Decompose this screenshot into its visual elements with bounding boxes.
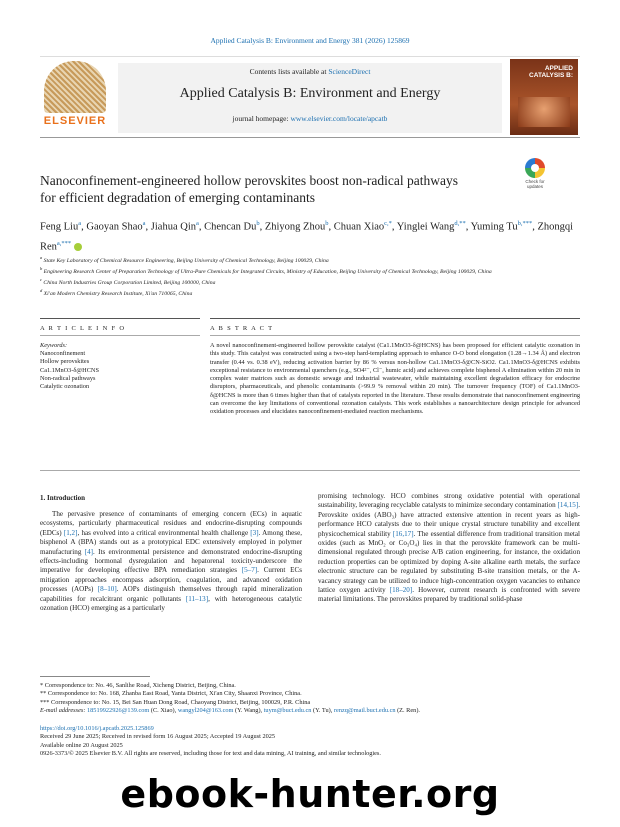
body-text: . Perovskite oxides (ABO₃) have attracted extensive attention in recent years as high-performance HCO catalysts due to their unique crystal structure tunability and excellent physicochemical stability (318, 501, 580, 538)
author-name[interactable]: Yinglei Wang (396, 221, 455, 233)
keywords-block (40, 342, 200, 391)
journal-masthead (118, 63, 502, 133)
author-affiliation-mark[interactable]: a (142, 220, 146, 227)
body-column-left (40, 510, 302, 613)
author-affiliation-mark[interactable]: b (325, 220, 329, 227)
affiliation-mark: c (40, 276, 42, 282)
sciencedirect-link[interactable]: ScienceDirect (328, 67, 371, 76)
author-name[interactable]: Chuan Xiao (333, 221, 385, 233)
cover-image (518, 97, 570, 127)
keyword: Catalytic ozonation (40, 383, 90, 391)
body-text: . Among these, bisphenol A (BPA) stands out as a prototypical EDC extensively employed in polymer manufacturing (40, 528, 302, 556)
email-addresses (40, 707, 580, 715)
author-affiliation-mark[interactable]: b (256, 220, 260, 227)
affiliation-list (40, 254, 580, 298)
affiliation-text: China North Industries Group Corporation Limited, Beijing 100000, China (42, 279, 216, 286)
divider (40, 335, 200, 336)
divider (210, 318, 580, 319)
author-affiliation-mark[interactable]: a (78, 220, 82, 227)
footnote-divider (40, 676, 150, 677)
correspondence-note: * Correspondence to: No. 46, Sanlihe Road, Xicheng District, Beijing, China. (40, 682, 236, 689)
author-name[interactable]: Zhongqi Ren (40, 221, 574, 252)
homepage-prefix: journal homepage: (232, 114, 291, 123)
keywords-heading: Keywords: (40, 342, 68, 349)
orcid-icon[interactable] (74, 243, 82, 251)
citation-link[interactable]: [16,17] (392, 529, 414, 538)
keyword: Ca1.1MnO3-δ@HCNS (40, 366, 99, 374)
body-text: , has evolved into a critical environmental health challenge (77, 528, 251, 537)
body-text: promising technology. HCO combines strong oxidative potential with operational sustainability, leveraging recyclable catalysts to minimize secondary contamination (318, 492, 580, 510)
body-text: . The essential difference from traditional transition metal oxides (such as MnO₂ or Co₃O₄) lies in that the perovskite framework can be multi-dimensional regulated through precise A/B cation engineering, for instance, the oxidation reduction properties can be optimized by doping A-site alkaline earth metals, the surface electronic structure can be regulated by substituting B-site transition metals, or the A-vacancy strategy can be utilized to induce high-concentration oxygen vacancies to enhance lattice oxygen activity (318, 529, 580, 595)
affiliation-mark: d (40, 287, 43, 293)
publication-info (40, 725, 580, 759)
check-for-updates-button[interactable] (522, 158, 548, 190)
article-info-heading: A R T I C L E I N F O (40, 325, 126, 332)
email-owner: (C. Xiao), (149, 707, 178, 715)
keyword: Non-radical pathways (40, 374, 96, 382)
body-text: . However, current research is confronted with severe material limitations. The perovskites prepared by traditional solid-phase (318, 586, 580, 604)
email-link[interactable]: tuym@buct.edu.cn (263, 707, 312, 715)
citation-link[interactable]: [14,15] (557, 501, 579, 510)
author-affiliation-mark[interactable]: a,*** (56, 239, 72, 247)
keywords-list (40, 350, 200, 391)
received-dates: Received 29 June 2025; Received in revised form 16 August 2025; Accepted 19 August 2025 (40, 733, 276, 741)
body-text: The pervasive presence of contaminants of emerging concern (ECs) in aquatic ecosystems, particularly pharmaceutical residues and endocrine-disrupting compounds (EDCs) (40, 510, 302, 537)
contents-line (118, 67, 502, 76)
affiliation-text: State Key Laboratory of Chemical Resource Engineering, Beijing University of Chemical Technology, Beijing 100029, China (42, 257, 329, 264)
affiliation (40, 276, 580, 287)
contents-prefix: Contents lists available at (249, 67, 329, 76)
affiliation-mark: a (40, 255, 43, 260)
publisher-logo-text: ELSEVIER (43, 115, 107, 127)
affiliation-text: Xi'an Modern Chemistry Research Institute, Xi'an 710065, China (42, 290, 193, 297)
affiliation (40, 254, 580, 265)
body-column-right (318, 492, 580, 605)
correspondence-note: ** Correspondence to: No. 168, Zhanba East Road, Yanta District, Xi'an City, Shaanxi Province, China. (40, 690, 302, 698)
abstract-text: A novel nanoconfinement-engineered hollow perovskite catalyst (Ca1.1MnO3-δ@HCNS) has been proposed for efficient catalytic ozonation in this study. This catalyst was constructed using a two-step hard-templating approach to enhance O-O bond elongation (1.28→1.34 Å) and electron transfer (0.44 vs. 0.38 eV), reducing activation barrier by 86 % versus non-hollow Ca1.1MnO3-δ@CN-SiO2. Ca1.1MnO3-δ@HCNS exhibits exceptional resistance to environmental quenchers (e.g., SO4²⁻, Cl⁻, humic acid) and achieves complete bisphenol A elimination within 20 min in complex water matrices such as domestic sewage and industrial wastewater, while maintaining excellent degradation efficacy for endocrine disruptors, pharmaceuticals, and phenolic contaminants (>99.9 % removal within 20 min). The turnover frequency (TOF) of Ca1.1MnO3-δ@HCNS is more than 6 times higher than that of catalysts reported in the literature. These results demonstrate that nanoconfinement engineering can overcome the key limitations of conventional ozonation catalysts. This work establishes a nanoarchitecture design principle for advanced oxidation processes and elucidates nanoconfinement-mediated reaction mechanisms. (210, 342, 580, 416)
divider (210, 335, 580, 336)
author-name[interactable]: Feng Liu (40, 221, 79, 233)
author-affiliation-mark[interactable]: a (195, 220, 199, 227)
email-owner: (Y. Wang), (233, 707, 264, 715)
elsevier-tree-icon (44, 61, 106, 113)
journal-title: Applied Catalysis B: Environment and Energy (179, 86, 441, 101)
citation-link[interactable]: [18–20] (389, 586, 413, 595)
author-name[interactable]: Zhiyong Zhou (264, 221, 326, 233)
correspondence-note: *** Correspondence to: No. 15, Bei San Huan Dong Road, Chaoyang District, Beijing, 100029, P.R. China (40, 698, 311, 706)
watermark: ebook-hunter.org (120, 772, 500, 816)
copyright: 0926-3373/© 2025 Elsevier B.V. All rights are reserved, including those for text and data mining, AI training, and similar technologies. (40, 750, 381, 758)
homepage-line (118, 114, 502, 123)
author-name[interactable]: Chencan Du (204, 221, 257, 233)
citation-link[interactable]: [1,2] (63, 528, 78, 537)
journal-reference[interactable]: Applied Catalysis B: Environment and Energy 381 (2026) 125869 (210, 36, 410, 45)
author-name[interactable]: Jiahua Qin (150, 221, 196, 233)
citation-link[interactable]: [8–10] (97, 585, 117, 594)
available-date: Available online 20 August 2025 (40, 741, 123, 749)
email-link[interactable]: 18519922926@139.com (87, 707, 150, 715)
keyword: Nanoconfinement (40, 350, 86, 358)
footnotes (40, 682, 580, 716)
check-updates-label: Check for updates (525, 179, 545, 189)
article-title: Nanoconfinement-engineered hollow perovskites boost non-radical pathways for efficient degradation of emerging contaminants (40, 173, 458, 205)
email-owner: (Y. Tu), (311, 707, 334, 715)
divider (40, 470, 580, 471)
keyword: Hollow perovskites (40, 358, 90, 366)
author-name[interactable]: Gaoyan Shao (86, 221, 143, 233)
affiliation-mark: b (40, 265, 43, 271)
citation-link[interactable]: [5–7] (241, 566, 258, 575)
abstract-heading: A B S T R A C T (210, 325, 274, 332)
email-link[interactable]: renzq@mail.buct.edu.cn (333, 707, 396, 715)
author-list: Feng Liu$^a$, Gaoyan Shao$^a$, Jiahua Qin$^a$, Chencan Du$^b$, Zhiyong Zhou$^b$, Chuan Xiao$^{c,*}$, Yinglei Wang$^{d,**}$, Yuming $Tu^{b,***}$, Zhongqi Ren$^{a,***}$ (40, 220, 574, 252)
affiliation-text: Engineering Research Center of Preparation Technology of Ultra-Pure Chemicals for Integrated Circuits, Ministry of Education, Beijing University of Chemical Technology, Beijing 100029, China (42, 268, 492, 275)
body-text: , with heterogeneous catalytic ozonation (HCO) emerging as a particularly (40, 594, 302, 613)
doi-link[interactable]: https://doi.org/10.1016/j.apcatb.2025.125869 (40, 725, 154, 732)
check-updates-icon (525, 158, 545, 178)
email-label: E-mail addresses: (40, 707, 87, 715)
cover-title: APPLIED CATALYSIS B: (529, 65, 573, 79)
journal-cover[interactable] (510, 59, 578, 135)
divider (40, 318, 200, 319)
email-owner: (Z. Ren). (395, 707, 420, 715)
citation-link[interactable]: [4] (84, 547, 93, 556)
email-link[interactable]: wangyl204@163.com (177, 707, 234, 715)
citation-link[interactable]: [3] (250, 528, 259, 537)
author-name[interactable]: Yuming Tu (470, 221, 518, 233)
citation-link[interactable]: [11–13] (185, 594, 209, 603)
author-affiliation-mark[interactable]: d,** (454, 220, 466, 227)
elsevier-logo (40, 61, 110, 133)
author-affiliation-mark[interactable]: b,*** (517, 220, 533, 227)
journal-header (40, 56, 580, 138)
body-text: . Its environmental persistence and demonstrated endocrine-disrupting effects-including hormonal dysregulation and hepatorenal toxicity-underscore the imperative for developing effective BPA remediation strategies (40, 547, 302, 575)
body-text: . Current ECs mitigation approaches encompass adsorption, coagulation, and advanced oxidation processes (AOPs) (40, 566, 302, 594)
affiliation (40, 265, 580, 276)
author-affiliation-mark[interactable]: c,* (384, 220, 392, 227)
homepage-link[interactable]: www.elsevier.com/locate/apcatb (290, 114, 388, 123)
body-text: . AOPs distinguish themselves through rapid mineralization capabilities for recalcitrant organic pollutants (40, 585, 302, 603)
section-heading-introduction: 1. Introduction (40, 494, 85, 502)
affiliation (40, 287, 580, 298)
